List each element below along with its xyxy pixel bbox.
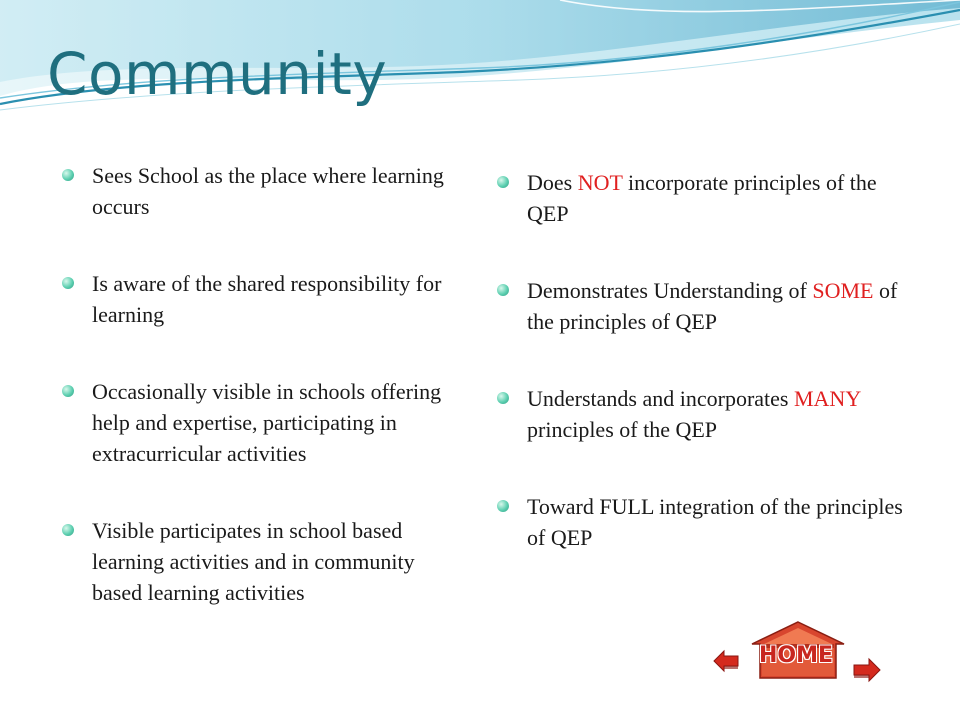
list-item bbox=[497, 275, 917, 337]
home-button[interactable] bbox=[748, 620, 848, 680]
bullet-icon bbox=[497, 284, 509, 296]
list-item-text: incorporate principles of the QEP bbox=[527, 170, 877, 226]
list-item bbox=[497, 491, 917, 553]
list-item bbox=[62, 376, 462, 469]
left-bullet-list bbox=[62, 160, 462, 654]
list-item bbox=[62, 515, 462, 608]
left-arrow-icon bbox=[712, 648, 740, 674]
previous-slide-button[interactable] bbox=[712, 648, 740, 674]
next-slide-button[interactable] bbox=[852, 656, 882, 684]
bullet-icon bbox=[497, 500, 509, 512]
list-item-text: Demonstrates Understanding of bbox=[527, 278, 813, 303]
list-item-text: Visible participates in school based learning activities and in community based learning activities bbox=[92, 518, 415, 605]
list-item-text: Toward FULL integration of the principles of QEP bbox=[527, 494, 903, 550]
highlight-text: SOME bbox=[812, 278, 874, 303]
list-item bbox=[497, 167, 917, 229]
bullet-icon bbox=[62, 524, 74, 536]
slide-title: Community bbox=[47, 40, 388, 108]
list-item bbox=[62, 160, 462, 222]
home-label: HOME bbox=[758, 643, 834, 668]
list-item bbox=[497, 383, 917, 445]
list-item bbox=[62, 268, 462, 330]
list-item-text: Sees School as the place where learning occurs bbox=[92, 163, 444, 219]
list-item-text: Does bbox=[527, 170, 578, 195]
list-item-text: principles of the QEP bbox=[527, 417, 718, 442]
right-bullet-list bbox=[497, 167, 917, 599]
list-item-text: Occasionally visible in schools offering help and expertise, participating in extracurricular activities bbox=[92, 379, 442, 466]
bullet-icon bbox=[62, 277, 74, 289]
right-arrow-icon bbox=[852, 656, 882, 684]
list-item-text: of the principles of QEP bbox=[527, 278, 898, 334]
list-item-text: Is aware of the shared responsibility for learning bbox=[92, 271, 442, 327]
list-item-text: Understands and incorporates bbox=[527, 386, 794, 411]
bullet-icon bbox=[497, 392, 509, 404]
highlight-text: MANY bbox=[793, 386, 861, 411]
bullet-icon bbox=[62, 169, 74, 181]
bullet-icon bbox=[497, 176, 509, 188]
highlight-text: NOT bbox=[577, 170, 623, 195]
bullet-icon bbox=[62, 385, 74, 397]
